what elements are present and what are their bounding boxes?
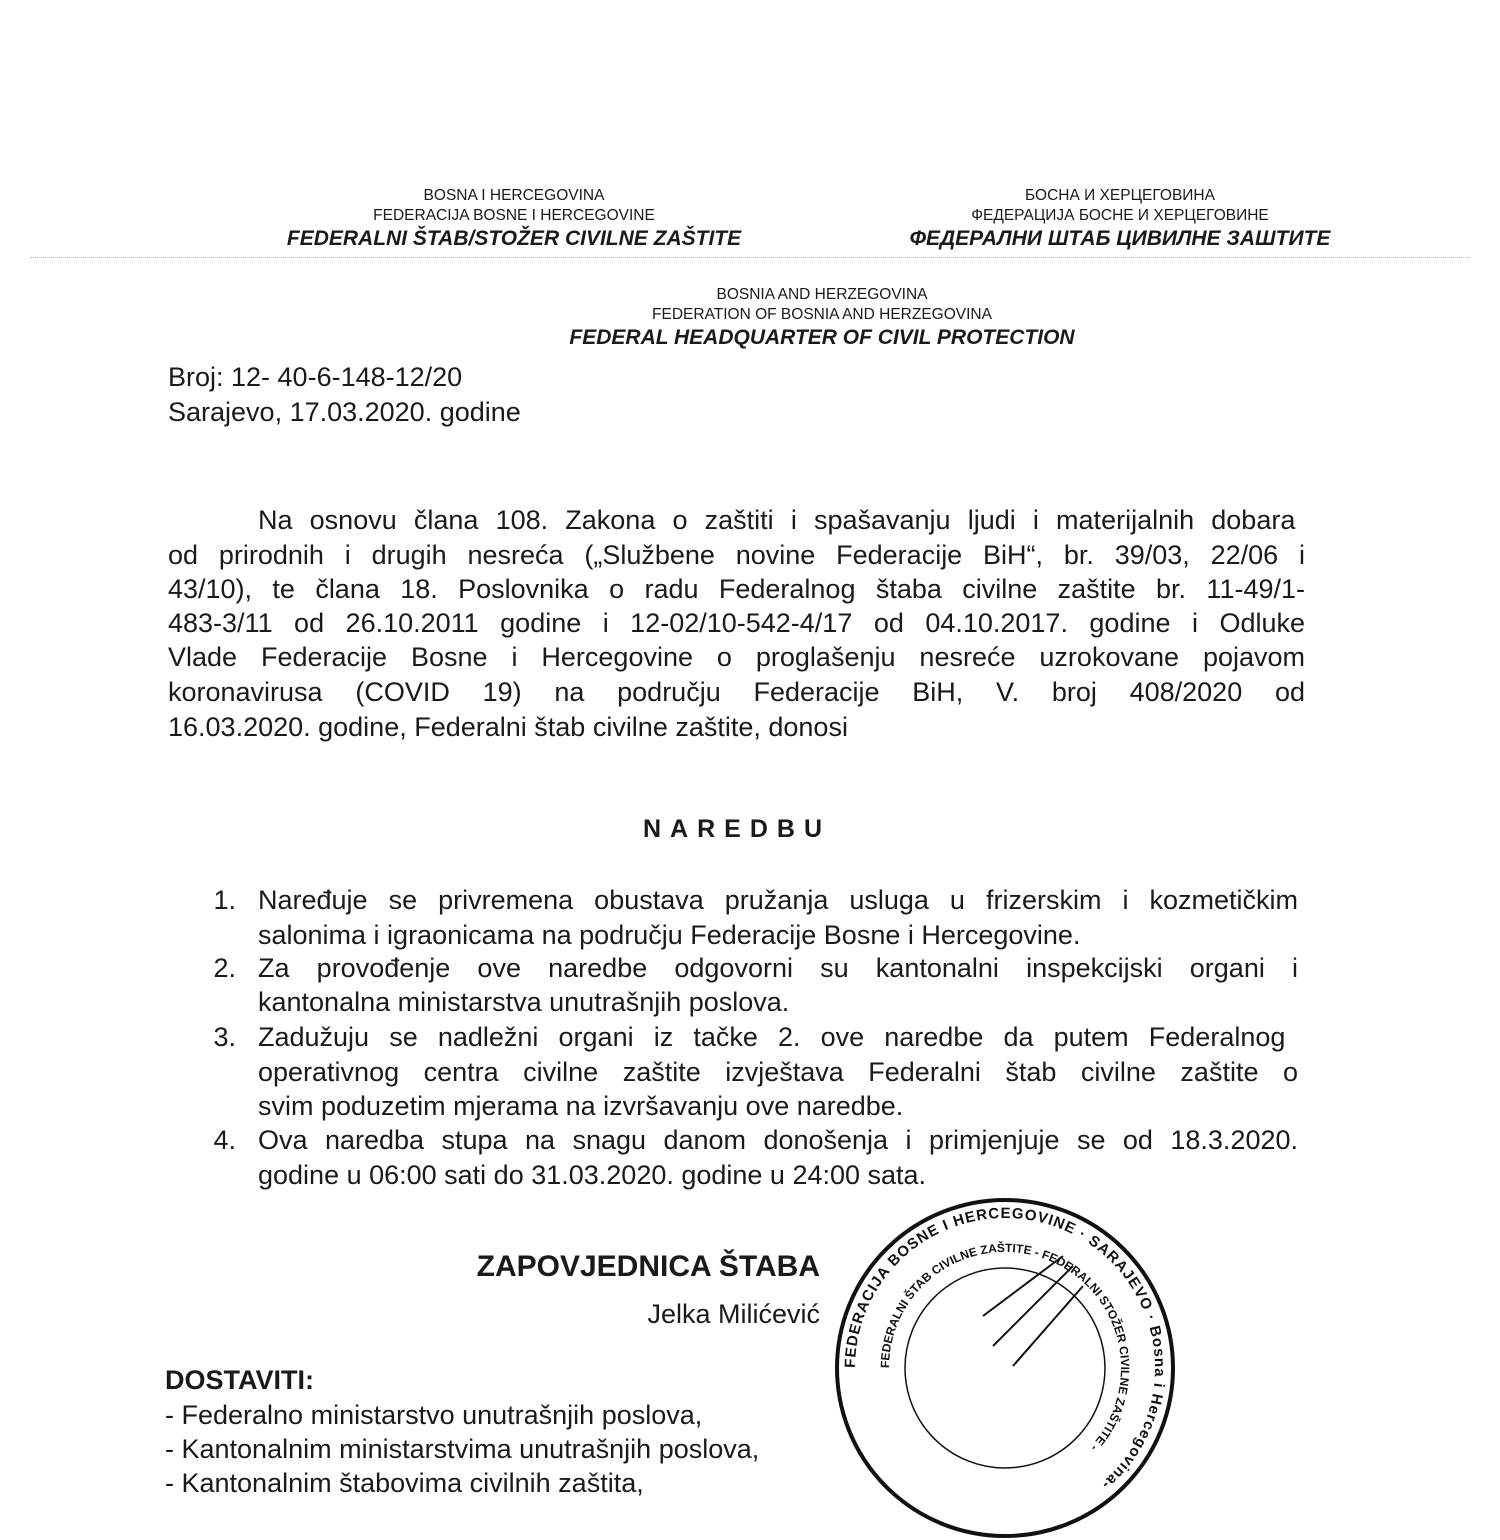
document-number: Broj: 12- 40-6-148-12/20 <box>168 362 463 392</box>
header-latin <box>214 186 814 252</box>
preamble-line: 483-3/11 od 26.10.2011 godine i 12-02/10-542-4/17 od 04.10.2017. godine i Odluke <box>168 608 1305 638</box>
item-line: kantonalna ministarstva unutrašnjih poslova. <box>258 987 790 1017</box>
item-line: operativnog centra civilne zaštite izvještava Federalni štab civilne zaštite o <box>258 1057 1298 1087</box>
official-stamp <box>833 1196 1177 1540</box>
preamble-line: od prirodnih i drugih nesreća („Službene novine Federacije BiH“, br. 39/03, 22/06 i <box>168 540 1305 570</box>
document-title: NAREDBU <box>643 815 831 843</box>
header-line: BOSNA I HERCEGOVINA <box>423 187 605 204</box>
item-number: 1. <box>213 885 236 915</box>
preamble-line: 43/10), te člana 18. Poslovnika o radu Federalnog štaba civilne zaštite br. 11-49/1- <box>168 574 1305 604</box>
item-line: godine u 06:00 sati do 31.03.2020. godine u 24:00 sata. <box>258 1160 927 1190</box>
distribution-item: - Federalno ministarstvo unutrašnjih poslova, <box>165 1400 703 1430</box>
preamble-line: 16.03.2020. godine, Federalni štab civilne zaštite, donosi <box>168 712 848 742</box>
item-line: Zadužuju se nadležni organi iz tačke 2. ove naredbe da putem Federalnog <box>258 1022 1286 1052</box>
item-line: Ova naredba stupa na snagu danom donošenja i primjenjuje se od 18.3.2020. <box>258 1125 1298 1155</box>
header-line: FEDERATION OF BOSNIA AND HERZEGOVINA <box>652 306 992 323</box>
header-line: ФЕДЕРАЦИЈА БОСНЕ И ХЕРЦЕГОВИНЕ <box>971 207 1269 224</box>
item-line: Naređuje se privremena obustava pružanja usluga u frizerskim i kozmetičkim <box>258 885 1298 915</box>
distribution-heading: DOSTAVITI: <box>165 1365 314 1395</box>
place-date: Sarajevo, 17.03.2020. godine <box>168 397 521 427</box>
item-number: 3. <box>213 1022 236 1052</box>
header-line: BOSNIA AND HERZEGOVINA <box>716 286 928 303</box>
item-line: Za provođenje ove naredbe odgovorni su kantonalni inspekcijski organi i <box>258 953 1298 983</box>
stamp-outer-text: FEDERACIJA BOSNE I HERCEGOVINE · SARAJEVO · Bosna i Hercegovina- <box>841 1204 1169 1494</box>
header-line: БОСНА И ХЕРЦЕГОВИНА <box>1025 187 1215 204</box>
header-org-name: ФЕДЕРАЛНИ ШТАБ ЦИВИЛНЕ ЗАШТИТЕ <box>909 227 1331 250</box>
header-divider <box>30 257 1470 258</box>
header-cyrillic <box>820 186 1420 252</box>
header-org-name: FEDERAL HEADQUARTER OF CIVIL PROTECTION <box>569 326 1075 349</box>
svg-text:FEDERALNI ŠTAB CIVILNE ZAŠTITE <box>878 1240 1132 1454</box>
item-number: 2. <box>213 953 236 983</box>
item-line: salonima i igraonicama na području Federacije Bosne i Hercegovine. <box>258 920 1081 950</box>
header-english <box>522 285 1122 351</box>
stamp-inner-text: FEDERALNI ŠTAB CIVILNE ZAŠTITE - FEDERALNI STOŽER CIVILNE ZAŠTITE - <box>877 1240 1133 1455</box>
preamble-line: koronavirusa (COVID 19) na području Federacije BiH, V. broj 408/2020 od <box>168 677 1305 707</box>
preamble-line: Na osnovu člana 108. Zakona o zaštiti i spašavanju ljudi i materijalnih dobara <box>258 505 1296 535</box>
header-line: FEDERACIJA BOSNE I HERCEGOVINE <box>373 207 655 224</box>
signatory-title: ZAPOVJEDNICA ŠTABA <box>476 1250 820 1283</box>
preamble-line: Vlade Federacije Bosne i Hercegovine o proglašenju nesreće uzrokovane pojavom <box>168 642 1305 672</box>
distribution-item: - Kantonalnim ministarstvima unutrašnjih poslova, <box>165 1434 760 1464</box>
item-number: 4. <box>213 1125 236 1155</box>
distribution-item: - Kantonalnim štabovima civilnih zaštita, <box>165 1468 644 1498</box>
signatory-name: Jelka Milićević <box>647 1299 820 1329</box>
header-org-name: FEDERALNI ŠTAB/STOŽER CIVILNE ZAŠTITE <box>286 227 742 250</box>
item-line: svim poduzetim mjerama na izvršavanju ove naredbe. <box>258 1091 904 1121</box>
